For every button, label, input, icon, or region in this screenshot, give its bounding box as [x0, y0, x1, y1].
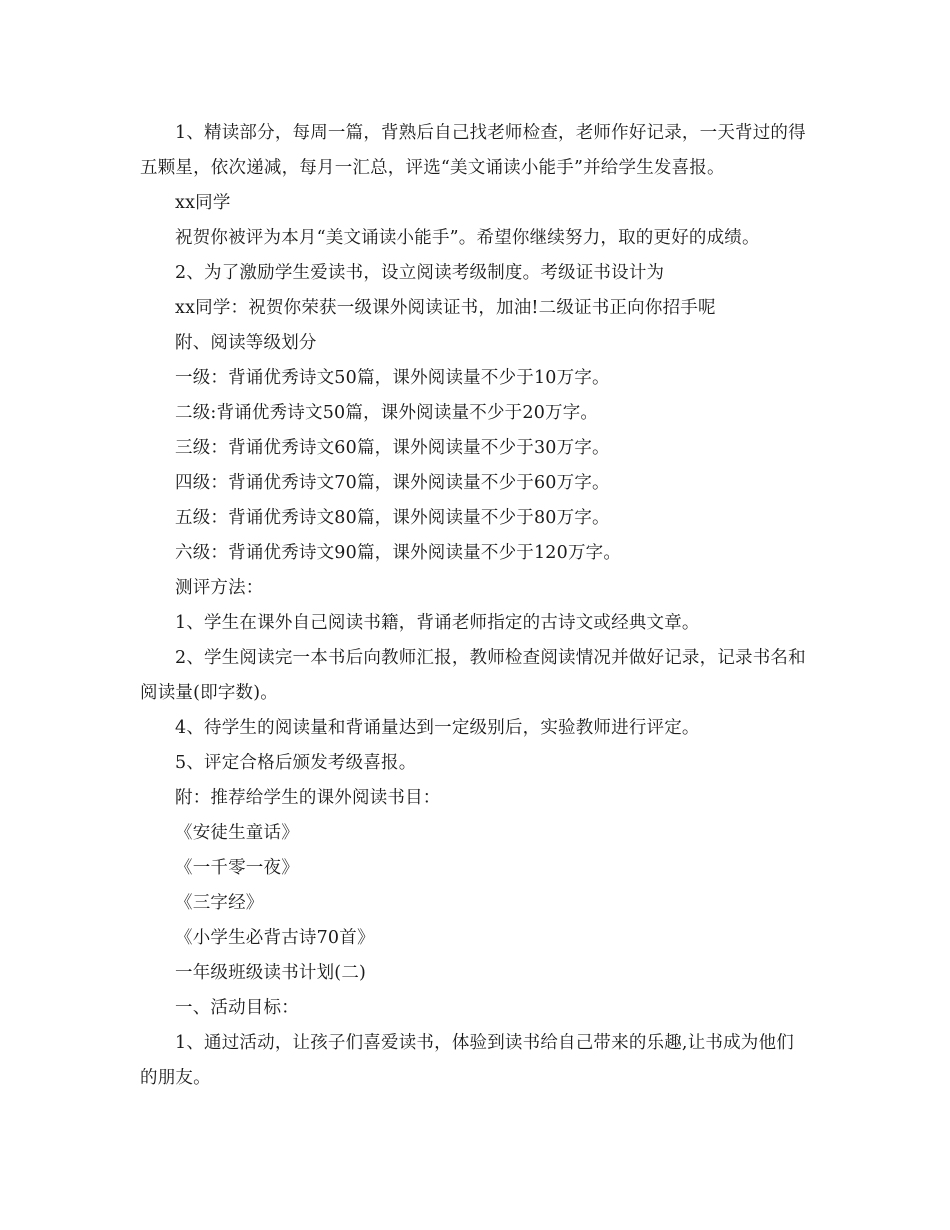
paragraph-goal-1: 1、通过活动，让孩子们喜爱读书，体验到读书给自己带来的乐趣,让书成为他们的朋友。 [140, 1033, 794, 1088]
section-heading-goals: 一、活动目标： [175, 998, 299, 1018]
paragraph-certificate: xx同学：祝贺你荣获一级课外阅读证书，加油!二级证书正向你招手呢 [175, 298, 716, 318]
paragraph-evaluation-5: 5、评定合格后颁发考级喜报。 [175, 753, 417, 773]
paragraph-evaluation-2: 2、学生阅读完一本书后向教师汇报，教师检查阅读情况并做好记录，记录书名和阅读量(即字数)。 [140, 648, 806, 703]
paragraph-intensive-reading: 1、精读部分，每周一篇，背熟后自己找老师检查，老师作好记录，一天背过的得五颗星，依次递减，每月一汇总，评选“美文诵读小能手”并给学生发喜报。 [140, 123, 806, 178]
paragraph-level-5: 五级：背诵优秀诗文80篇，课外阅读量不少于80万字。 [175, 508, 610, 528]
paragraph-evaluation-heading: 测评方法： [175, 578, 264, 598]
paragraph-level-2: 二级:背诵优秀诗文50篇，课外阅读量不少于20万字。 [175, 403, 599, 423]
paragraph-booklist-heading: 附：推荐给学生的课外阅读书目： [175, 788, 441, 808]
paragraph-congratulation: 祝贺你被评为本月“美文诵读小能手”。希望你继续努力，取的更好的成绩。 [175, 228, 760, 248]
paragraph-level-3: 三级：背诵优秀诗文60篇，课外阅读量不少于30万字。 [175, 438, 610, 458]
book-title-andersen: 《安徒生童话》 [175, 823, 299, 843]
section-title-plan-two: 一年级班级读书计划(二) [175, 963, 367, 983]
book-title-70-poems: 《小学生必背古诗70首》 [175, 928, 375, 948]
paragraph-level-4: 四级：背诵优秀诗文70篇，课外阅读量不少于60万字。 [175, 473, 610, 493]
paragraph-evaluation-1: 1、学生在课外自己阅读书籍，背诵老师指定的古诗文或经典文章。 [175, 613, 700, 633]
paragraph-student-name: xx同学 [175, 193, 231, 213]
paragraph-level-6: 六级：背诵优秀诗文90篇，课外阅读量不少于120万字。 [175, 543, 622, 563]
paragraph-level-system: 2、为了激励学生爱读书，设立阅读考级制度。考级证书设计为 [175, 263, 665, 283]
book-title-three-character-classic: 《三字经》 [175, 893, 264, 913]
paragraph-evaluation-4: 4、待学生的阅读量和背诵量达到一定级别后，实验教师进行评定。 [175, 718, 700, 738]
paragraph-level-heading: 附、阅读等级划分 [175, 333, 317, 353]
paragraph-level-1: 一级：背诵优秀诗文50篇，课外阅读量不少于10万字。 [175, 368, 610, 388]
book-title-arabian-nights: 《一千零一夜》 [175, 858, 299, 878]
